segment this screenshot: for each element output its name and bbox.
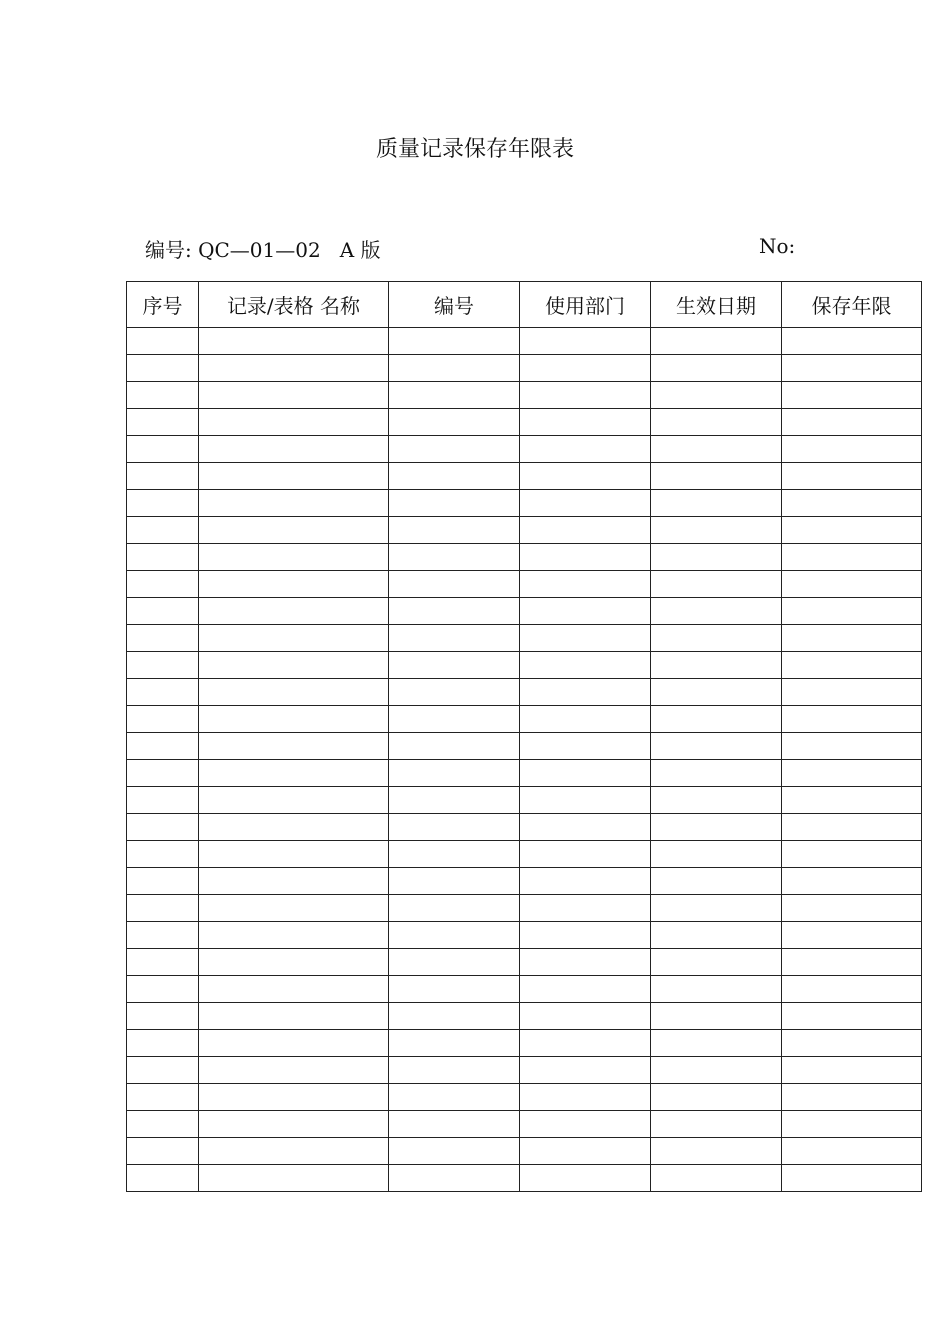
cell-record-name [199, 868, 389, 895]
cell-serial [127, 598, 199, 625]
cell-retention-period [782, 598, 922, 625]
table-row [127, 949, 922, 976]
cell-retention-period [782, 1003, 922, 1030]
cell-record-name [199, 544, 389, 571]
document-number-label: No: [759, 234, 796, 258]
cell-record-name [199, 652, 389, 679]
cell-department [520, 598, 651, 625]
cell-code [389, 598, 520, 625]
cell-department [520, 328, 651, 355]
cell-retention-period [782, 679, 922, 706]
table-row [127, 436, 922, 463]
table-row [127, 841, 922, 868]
cell-serial [127, 517, 199, 544]
table-row [127, 922, 922, 949]
table-row [127, 814, 922, 841]
cell-effective-date [651, 382, 782, 409]
cell-code [389, 1030, 520, 1057]
cell-department [520, 1138, 651, 1165]
cell-code [389, 976, 520, 1003]
cell-code [389, 625, 520, 652]
table-row [127, 1030, 922, 1057]
document-meta-line [145, 234, 805, 262]
cell-code [389, 355, 520, 382]
cell-serial [127, 841, 199, 868]
cell-serial [127, 1111, 199, 1138]
cell-department [520, 409, 651, 436]
cell-serial [127, 355, 199, 382]
cell-effective-date [651, 1003, 782, 1030]
cell-record-name [199, 1057, 389, 1084]
cell-effective-date [651, 679, 782, 706]
cell-code [389, 571, 520, 598]
cell-code [389, 463, 520, 490]
cell-code [389, 841, 520, 868]
cell-serial [127, 1030, 199, 1057]
cell-department [520, 490, 651, 517]
cell-record-name [199, 625, 389, 652]
cell-record-name [199, 382, 389, 409]
cell-effective-date [651, 571, 782, 598]
table-row [127, 787, 922, 814]
cell-record-name [199, 1084, 389, 1111]
cell-retention-period [782, 490, 922, 517]
table-row [127, 652, 922, 679]
cell-effective-date [651, 652, 782, 679]
document-title: 质量记录保存年限表 [375, 137, 574, 162]
cell-record-name [199, 355, 389, 382]
table-row [127, 1057, 922, 1084]
cell-serial [127, 409, 199, 436]
cell-serial [127, 679, 199, 706]
cell-record-name [199, 1138, 389, 1165]
cell-serial [127, 544, 199, 571]
cell-department [520, 1084, 651, 1111]
table-row [127, 1084, 922, 1111]
table-row [127, 679, 922, 706]
cell-department [520, 652, 651, 679]
cell-department [520, 571, 651, 598]
column-header-serial: 序号 [127, 282, 199, 328]
cell-serial [127, 571, 199, 598]
cell-effective-date [651, 1165, 782, 1192]
cell-serial [127, 949, 199, 976]
table-row [127, 382, 922, 409]
table-row [127, 355, 922, 382]
cell-retention-period [782, 895, 922, 922]
cell-code [389, 922, 520, 949]
cell-record-name [199, 679, 389, 706]
column-header-department: 使用部门 [520, 282, 651, 328]
cell-record-name [199, 760, 389, 787]
cell-department [520, 382, 651, 409]
table-header-row [127, 282, 922, 328]
cell-serial [127, 1057, 199, 1084]
table-body [127, 328, 922, 1192]
table-row [127, 409, 922, 436]
cell-department [520, 976, 651, 1003]
table-row [127, 1003, 922, 1030]
cell-retention-period [782, 355, 922, 382]
table-row [127, 571, 922, 598]
cell-effective-date [651, 706, 782, 733]
cell-retention-period [782, 922, 922, 949]
cell-effective-date [651, 949, 782, 976]
cell-serial [127, 868, 199, 895]
cell-record-name [199, 463, 389, 490]
cell-department [520, 814, 651, 841]
records-table [126, 281, 922, 1192]
cell-effective-date [651, 1084, 782, 1111]
cell-serial [127, 436, 199, 463]
table-row [127, 1138, 922, 1165]
table-row [127, 1111, 922, 1138]
cell-effective-date [651, 355, 782, 382]
cell-serial [127, 382, 199, 409]
cell-department [520, 841, 651, 868]
cell-serial [127, 976, 199, 1003]
cell-code [389, 409, 520, 436]
cell-department [520, 895, 651, 922]
cell-record-name [199, 706, 389, 733]
cell-serial [127, 1003, 199, 1030]
cell-record-name [199, 598, 389, 625]
cell-serial [127, 733, 199, 760]
table-row [127, 517, 922, 544]
cell-retention-period [782, 868, 922, 895]
cell-serial [127, 1138, 199, 1165]
cell-record-name [199, 571, 389, 598]
table-row [127, 544, 922, 571]
cell-record-name [199, 409, 389, 436]
cell-department [520, 760, 651, 787]
cell-department [520, 949, 651, 976]
table-row [127, 328, 922, 355]
cell-serial [127, 706, 199, 733]
cell-effective-date [651, 1030, 782, 1057]
cell-code [389, 1084, 520, 1111]
cell-department [520, 1111, 651, 1138]
table-row [127, 490, 922, 517]
table-row [127, 598, 922, 625]
cell-department [520, 868, 651, 895]
cell-retention-period [782, 814, 922, 841]
cell-department [520, 436, 651, 463]
table-row [127, 706, 922, 733]
table-row [127, 1165, 922, 1192]
cell-code [389, 436, 520, 463]
table-row [127, 733, 922, 760]
cell-record-name [199, 1165, 389, 1192]
cell-effective-date [651, 976, 782, 1003]
cell-code [389, 733, 520, 760]
cell-department [520, 355, 651, 382]
document-code: 编号: QC—01—02 A 版 [145, 238, 381, 262]
cell-department [520, 544, 651, 571]
cell-record-name [199, 436, 389, 463]
cell-retention-period [782, 409, 922, 436]
table-row [127, 625, 922, 652]
cell-record-name [199, 1111, 389, 1138]
cell-serial [127, 760, 199, 787]
cell-effective-date [651, 760, 782, 787]
cell-department [520, 922, 651, 949]
cell-effective-date [651, 490, 782, 517]
cell-code [389, 652, 520, 679]
cell-record-name [199, 328, 389, 355]
cell-department [520, 733, 651, 760]
cell-record-name [199, 490, 389, 517]
cell-effective-date [651, 517, 782, 544]
cell-department [520, 1057, 651, 1084]
cell-record-name [199, 949, 389, 976]
cell-code [389, 679, 520, 706]
table-row [127, 760, 922, 787]
cell-code [389, 895, 520, 922]
cell-effective-date [651, 868, 782, 895]
table-row [127, 976, 922, 1003]
cell-code [389, 1057, 520, 1084]
cell-code [389, 544, 520, 571]
cell-code [389, 1165, 520, 1192]
cell-retention-period [782, 1030, 922, 1057]
cell-retention-period [782, 436, 922, 463]
cell-code [389, 382, 520, 409]
cell-retention-period [782, 1057, 922, 1084]
cell-code [389, 1003, 520, 1030]
cell-retention-period [782, 463, 922, 490]
cell-effective-date [651, 436, 782, 463]
cell-retention-period [782, 328, 922, 355]
cell-code [389, 787, 520, 814]
cell-department [520, 1165, 651, 1192]
cell-department [520, 463, 651, 490]
cell-effective-date [651, 409, 782, 436]
cell-effective-date [651, 1057, 782, 1084]
cell-department [520, 1003, 651, 1030]
cell-effective-date [651, 841, 782, 868]
cell-effective-date [651, 328, 782, 355]
cell-effective-date [651, 598, 782, 625]
cell-retention-period [782, 733, 922, 760]
cell-record-name [199, 787, 389, 814]
cell-retention-period [782, 1084, 922, 1111]
cell-serial [127, 1084, 199, 1111]
cell-record-name [199, 1030, 389, 1057]
cell-record-name [199, 814, 389, 841]
cell-serial [127, 922, 199, 949]
cell-department [520, 1030, 651, 1057]
cell-serial [127, 814, 199, 841]
cell-record-name [199, 976, 389, 1003]
cell-retention-period [782, 706, 922, 733]
cell-effective-date [651, 922, 782, 949]
cell-code [389, 1138, 520, 1165]
cell-serial [127, 652, 199, 679]
column-header-record-name: 记录/表格 名称 [199, 282, 389, 328]
cell-retention-period [782, 517, 922, 544]
cell-serial [127, 490, 199, 517]
table-row [127, 868, 922, 895]
cell-record-name [199, 841, 389, 868]
cell-department [520, 706, 651, 733]
cell-code [389, 490, 520, 517]
cell-retention-period [782, 949, 922, 976]
cell-department [520, 625, 651, 652]
cell-retention-period [782, 760, 922, 787]
cell-serial [127, 328, 199, 355]
cell-effective-date [651, 625, 782, 652]
cell-effective-date [651, 1138, 782, 1165]
cell-code [389, 814, 520, 841]
cell-code [389, 517, 520, 544]
cell-effective-date [651, 895, 782, 922]
cell-effective-date [651, 787, 782, 814]
cell-retention-period [782, 625, 922, 652]
cell-retention-period [782, 1111, 922, 1138]
cell-retention-period [782, 652, 922, 679]
cell-effective-date [651, 1111, 782, 1138]
cell-code [389, 1111, 520, 1138]
cell-retention-period [782, 382, 922, 409]
cell-code [389, 949, 520, 976]
cell-serial [127, 895, 199, 922]
cell-code [389, 706, 520, 733]
cell-record-name [199, 922, 389, 949]
cell-retention-period [782, 1165, 922, 1192]
cell-record-name [199, 895, 389, 922]
column-header-effective-date: 生效日期 [651, 282, 782, 328]
cell-retention-period [782, 787, 922, 814]
cell-effective-date [651, 814, 782, 841]
column-header-code: 编号 [389, 282, 520, 328]
cell-code [389, 868, 520, 895]
cell-effective-date [651, 463, 782, 490]
cell-record-name [199, 1003, 389, 1030]
cell-serial [127, 463, 199, 490]
cell-department [520, 679, 651, 706]
cell-effective-date [651, 733, 782, 760]
table-row [127, 463, 922, 490]
cell-retention-period [782, 976, 922, 1003]
cell-retention-period [782, 841, 922, 868]
cell-serial [127, 1165, 199, 1192]
cell-serial [127, 625, 199, 652]
cell-record-name [199, 517, 389, 544]
cell-code [389, 328, 520, 355]
cell-retention-period [782, 544, 922, 571]
cell-department [520, 787, 651, 814]
cell-retention-period [782, 571, 922, 598]
column-header-retention-period: 保存年限 [782, 282, 922, 328]
cell-retention-period [782, 1138, 922, 1165]
table-row [127, 895, 922, 922]
cell-code [389, 760, 520, 787]
cell-department [520, 517, 651, 544]
cell-serial [127, 787, 199, 814]
cell-effective-date [651, 544, 782, 571]
cell-record-name [199, 733, 389, 760]
